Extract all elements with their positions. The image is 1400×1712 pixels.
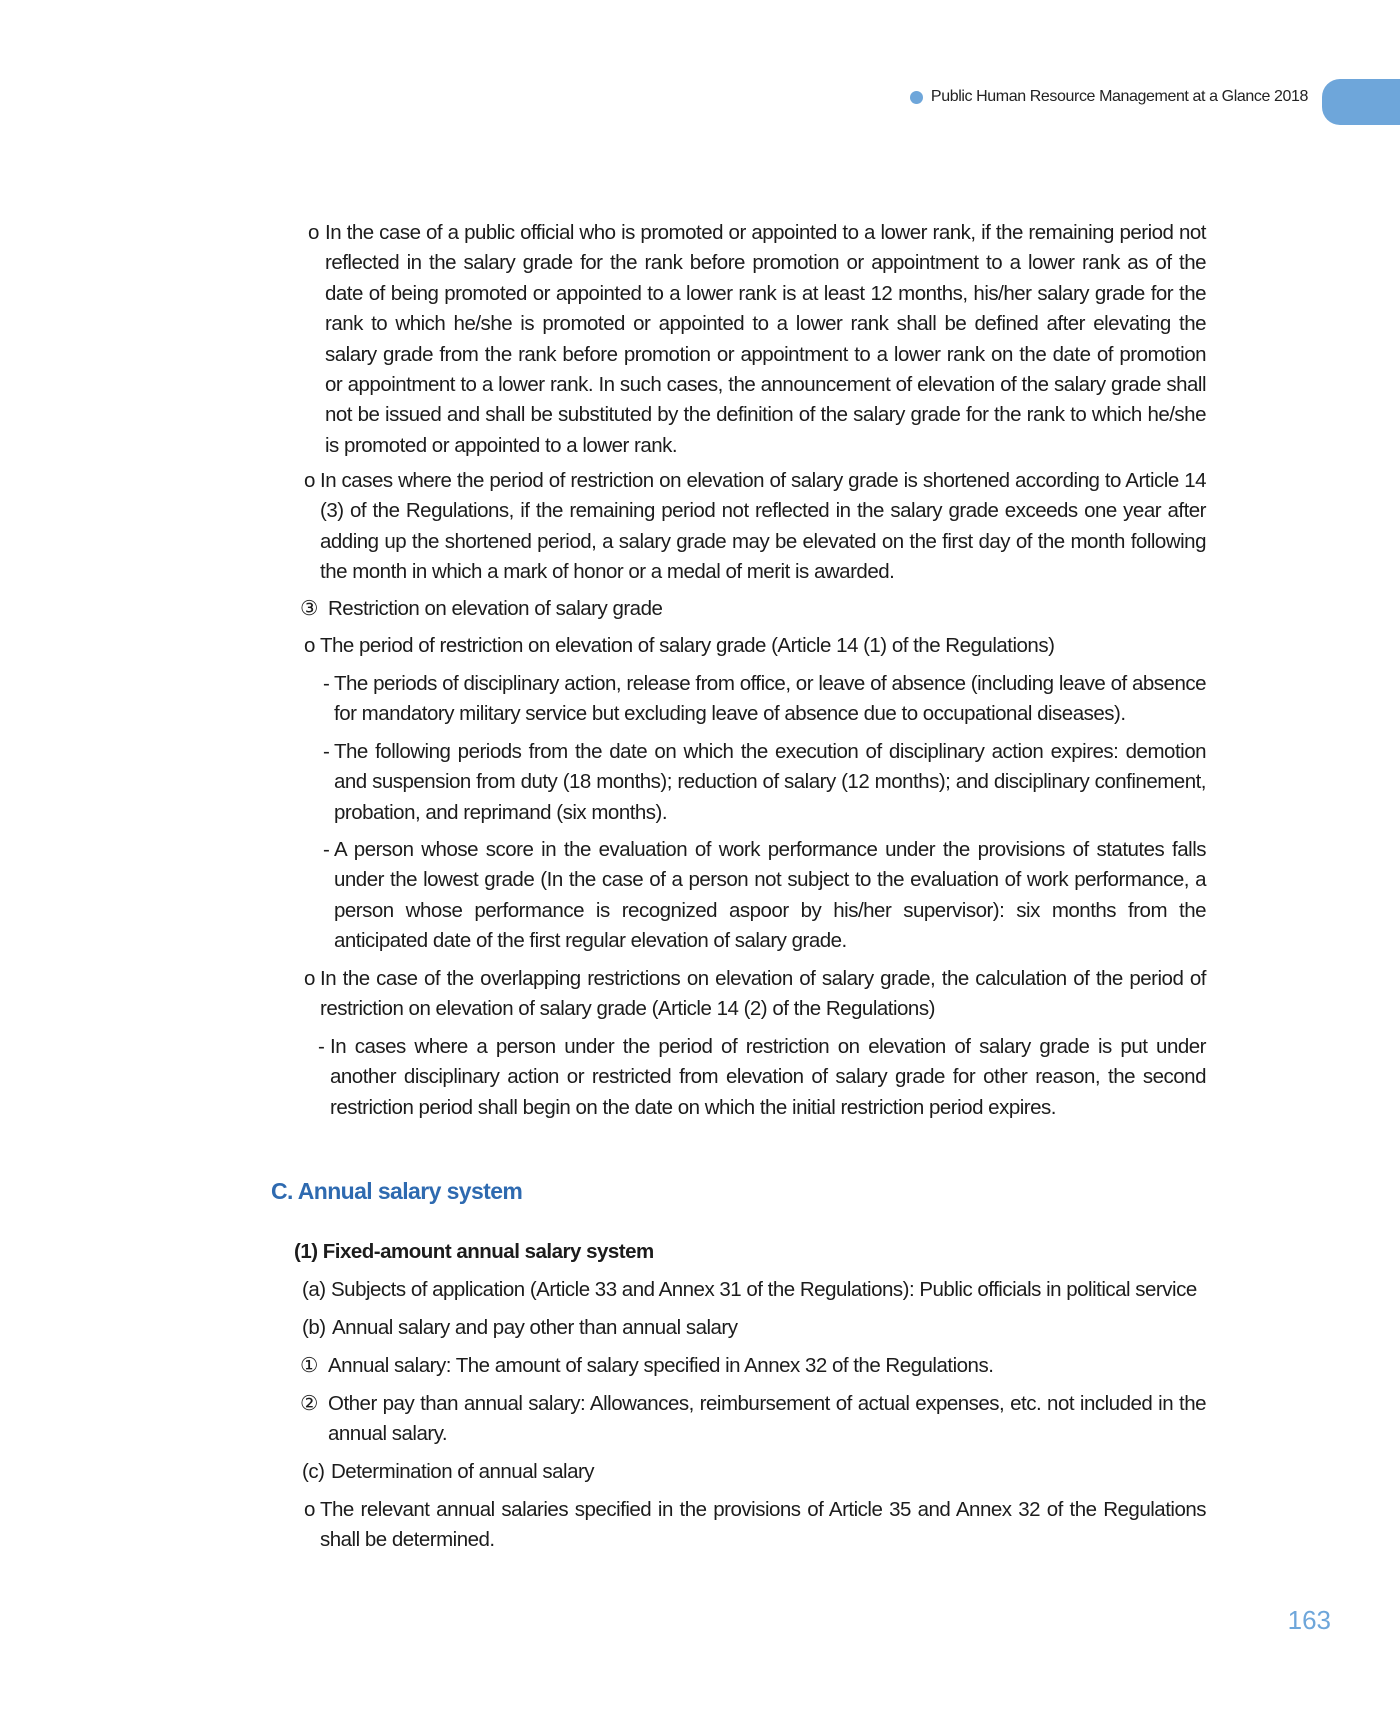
letter-marker: (c) (302, 1460, 325, 1483)
determination-text: The relevant annual salaries specified in the provisions of Article 35 and Annex 32 of the Regulations shall be determined. (320, 1498, 1206, 1552)
paragraph-shortened-period: In cases where the period of restriction on elevation of salary grade is shortened according to Article 14 (3) of the Regulations, if the remaining period not reflected in the salary grade exceeds one year after adding up the shortened period, a salary grade may be elevated on the first day of the month following the month in which a mark of honor or a medal of merit is awarded. (320, 469, 1206, 584)
circled-number-marker: ② (300, 1392, 318, 1415)
subitem-following-periods: The following periods from the date on which the execution of disciplinary action expires: demotion and suspension from duty (18 months); reduction of salary (12 months); and disciplinary confinement, probation, and reprimand (six months). (334, 740, 1206, 824)
bullet-marker: o (304, 1498, 315, 1521)
paragraph-promotion-lower-rank: In the case of a public official who is promoted or appointed to a lower rank, if the remaining period not reflected in the salary grade for the rank before promotion or appointment to a lower rank as of the date of being promoted or appointed to a lower rank is at least 12 months, his/her salary grade for the rank to which he/she is promoted or appointed to a lower rank shall be defined after elevating the salary grade from the rank before promotion or appointment to a lower rank on the date of promotion or appointment to a lower rank. In such cases, the announcement of elevation of the salary grade shall not be issued and shall be substituted by the definition of the salary grade for the rank to which he/she is promoted or appointed to a lower rank. (325, 221, 1206, 457)
header-bullet-icon (910, 91, 923, 104)
circled-number-marker: ③ (300, 597, 318, 620)
subitem-lowest-grade: A person whose score in the evaluation of work performance under the provisions of statutes falls under the lowest grade (In the case of a person not subject to the evaluation of work performance, a person whose performance is recognized aspoor by his/her supervisor): six months from the anticipated date of the first regular elevation of salary grade. (334, 838, 1206, 953)
header-title: Public Human Resource Management at a Glance 2018 (930, 88, 1308, 105)
dash-marker: - (318, 1035, 325, 1058)
other-pay-definition: Other pay than annual salary: Allowances, reimbursement of actual expenses, etc. not included in the annual salary. (328, 1392, 1206, 1446)
dash-marker: - (323, 838, 330, 861)
heading-restriction: Restriction on elevation of salary grade (328, 597, 663, 620)
bullet-marker: o (304, 469, 315, 492)
paragraph-restriction-period: The period of restriction on elevation of salary grade (Article 14 (1) of the Regulations) (320, 634, 1055, 657)
subitem-disciplinary-periods: The periods of disciplinary action, release from office, or leave of absence (including leave of absence for mandatory military service but excluding leave of absence due to occupational diseases). (334, 672, 1206, 726)
page-number: 163 (1287, 1605, 1331, 1635)
annual-salary-definition: Annual salary: The amount of salary specified in Annex 32 of the Regulations. (328, 1354, 994, 1377)
page-edge-tab (1322, 79, 1400, 125)
subitem-second-restriction: In cases where a person under the period of restriction on elevation of salary grade is put under another disciplinary action or restricted from elevation of salary grade for other reason, the second restriction period shall begin on the date on which the initial restriction period expires. (330, 1035, 1206, 1119)
bullet-marker: o (304, 634, 315, 657)
circled-number-marker: ① (300, 1354, 318, 1377)
bullet-marker: o (304, 967, 315, 990)
determination-heading: Determination of annual salary (331, 1460, 595, 1483)
paragraph-overlapping-restrictions: In the case of the overlapping restrictions on elevation of salary grade, the calculation of the period of restriction on elevation of salary grade (Article 14 (2) of the Regulations) (320, 967, 1206, 1021)
bullet-marker: o (308, 221, 319, 244)
subsection-heading: (1) Fixed-amount annual salary system (294, 1240, 654, 1263)
section-heading: C. Annual salary system (271, 1178, 523, 1204)
dash-marker: - (323, 740, 330, 763)
letter-marker: (b) (302, 1316, 326, 1339)
running-header (910, 88, 1308, 106)
dash-marker: - (323, 672, 330, 695)
subjects-of-application: Subjects of application (Article 33 and Annex 31 of the Regulations): Public officials in political service (331, 1278, 1197, 1301)
annual-salary-and-pay: Annual salary and pay other than annual salary (332, 1316, 738, 1339)
letter-marker: (a) (302, 1278, 326, 1301)
